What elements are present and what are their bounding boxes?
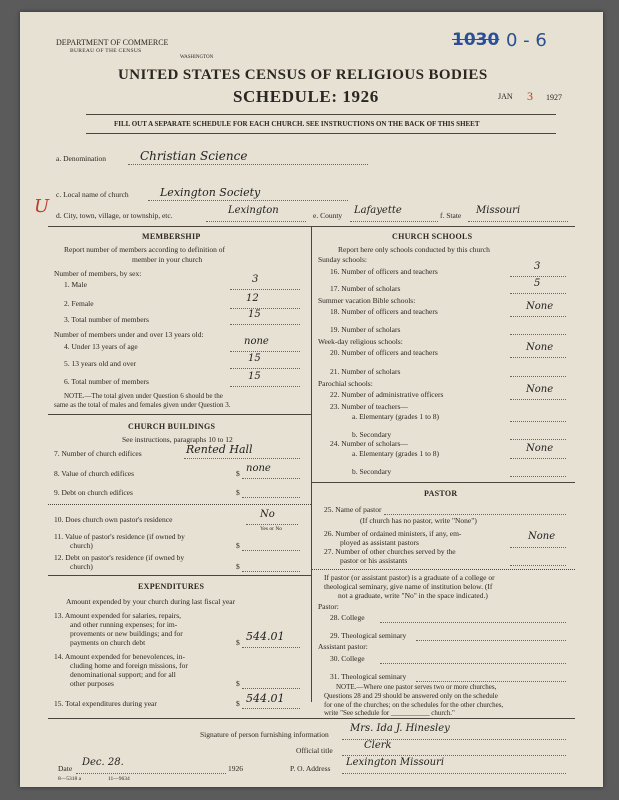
q14-line-d: other purposes [70, 679, 114, 688]
q27-line-b: pastor or his assistants [340, 556, 408, 565]
q15-label: 15. Total expenditures during year [54, 699, 157, 708]
q31-label: 31. Theological seminary [330, 672, 407, 681]
po-address-label: P. O. Address [290, 764, 331, 773]
official-title-value: Clerk [364, 740, 392, 751]
q14-line-a: 14. Amount expended for benevolences, in- [54, 652, 186, 661]
q6-label: 6. Total number of members [64, 377, 149, 386]
assistant-pastor-label: Assistant pastor: [318, 642, 368, 651]
membership-note-2: same as the total of males and females given under Question 3. [54, 401, 231, 409]
q30-label: 30. College [330, 654, 365, 663]
pastor-note-3: for one of the churches; on the schedules for the other churches, [324, 701, 504, 709]
form-title: UNITED STATES CENSUS OF RELIGIOUS BODIES [118, 67, 488, 83]
q24a-label: a. Elementary (grades 1 to 8) [352, 449, 440, 458]
city-value: Lexington [228, 205, 279, 216]
q26-line-b: ployed as assistant pastors [340, 538, 419, 547]
q14-line-b: cluding home and foreign missions, for [70, 661, 188, 670]
schedule-title: SCHEDULE: 1926 [233, 87, 379, 106]
expenditures-intro: Amount expended by your church during last fiscal year [66, 597, 236, 606]
q13-line-d: payments on church debt [70, 638, 146, 647]
q6-value: 15 [248, 371, 261, 382]
q9-label: 9. Debt on church edifices [54, 488, 133, 497]
expenditures-title: EXPENDITURES [138, 582, 205, 591]
schools-title: CHURCH SCHOOLS [392, 232, 473, 241]
q23a-label: a. Elementary (grades 1 to 8) [352, 412, 440, 421]
denomination-value: Christian Science [140, 149, 248, 163]
q22-label: 22. Number of administrative officers [330, 390, 444, 399]
q19-label: 19. Number of scholars [330, 325, 401, 334]
q13-line-a: 13. Amount expended for salaries, repairs, [54, 611, 182, 620]
q7-value: Rented Hall [186, 443, 253, 456]
weekday-schools-label: Week-day religious schools: [318, 337, 403, 346]
local-name-value: Lexington Society [160, 186, 261, 199]
q11-label-a: 11. Value of pastor's residence (if owned by [54, 532, 185, 541]
membership-note-1: NOTE.—The total given under Question 6 should be the [64, 392, 223, 400]
q13-line-b: and other running expenses; for im- [70, 620, 178, 629]
date-label: Date [58, 764, 73, 773]
membership-intro-1: Report number of members according to definition of [64, 245, 225, 254]
date-stamp-day: 3 [527, 89, 533, 103]
q25-label: 25. Name of pastor [324, 505, 382, 514]
pastor-note-2: Questions 28 and 29 should be answered only on the schedule [324, 692, 498, 700]
q27-line-a: 27. Number of other churches served by the [324, 547, 456, 556]
q14-dollar: $ [236, 679, 240, 688]
department-label: DEPARTMENT OF COMMERCE [56, 38, 169, 47]
schools-intro: Report here only schools conducted by this church [338, 245, 490, 254]
sunday-schools-label: Sunday schools: [318, 255, 367, 264]
q12-dollar: $ [236, 562, 240, 571]
q13-dollar: $ [236, 638, 240, 647]
q23b-label: b. Secondary [352, 430, 392, 439]
q12-label-a: 12. Debt on pastor's residence (if owned by [54, 553, 185, 562]
date-stamp-year: 1927 [546, 93, 562, 102]
summer-schools-label: Summer vacation Bible schools: [318, 296, 416, 305]
q7-label: 7. Number of church edifices [54, 449, 142, 458]
county-label: e. County [313, 211, 343, 220]
u-mark: U [34, 196, 50, 217]
q21-label: 21. Number of scholars [330, 367, 401, 376]
q14-line-c: denominational support; and for all [70, 670, 176, 679]
q1-value: 3 [252, 274, 259, 285]
q8-value: none [246, 463, 271, 474]
q8-label: 8. Value of church edifices [54, 469, 135, 478]
stamp-number: 1030 [452, 30, 500, 50]
q25-hint: (If church has no pastor, write "None") [360, 516, 477, 525]
q13-line-c: provements or new buildings; and for [70, 629, 183, 638]
q26-line-a: 26. Number of ordained ministers, if any, em- [324, 529, 462, 538]
q10-value: No [260, 509, 275, 520]
q5-label: 5. 13 years old and over [64, 359, 137, 368]
parochial-schools-label: Parochial schools: [318, 379, 373, 388]
form-code-2: 11—9634 [108, 776, 130, 782]
q2-value: 12 [246, 293, 259, 304]
under-over-label: Number of members under and over 13 years old: [54, 330, 204, 339]
instruction-line: FILL OUT A SEPARATE SCHEDULE FOR EACH CHURCH. SEE INSTRUCTIONS ON THE BACK OF THIS SHEET [114, 120, 480, 128]
city-label: WASHINGTON [180, 55, 214, 60]
denomination-label: a. Denomination [56, 154, 106, 163]
signature-label: Signature of person furnishing information [200, 730, 329, 739]
state-value: Missouri [476, 205, 521, 216]
q22-value: None [526, 384, 554, 395]
q3-label: 3. Total number of members [64, 315, 149, 324]
q18-value: None [526, 301, 554, 312]
q3-value: 15 [248, 309, 261, 320]
bureau-label: BUREAU OF THE CENSUS [70, 48, 142, 54]
pastor-sub-label: Pastor: [318, 602, 339, 611]
graduate-line-2: theological seminary, give name of institution below. (If [324, 582, 493, 591]
q10-hint: Yes or No [260, 526, 283, 532]
date-value: Dec. 28. [82, 757, 124, 768]
q1-label: 1. Male [64, 280, 87, 289]
q24-label: 24. Number of scholars— [330, 439, 408, 448]
q11-dollar: $ [236, 541, 240, 550]
q20-value: None [526, 342, 554, 353]
county-value: Lafayette [354, 205, 402, 216]
graduate-line-1: If pastor (or assistant pastor) is a graduate of a college or [324, 573, 495, 582]
q17-label: 17. Number of scholars [330, 284, 401, 293]
pastor-note-4: write "See schedule for ___________ church." [324, 709, 455, 717]
by-sex-label: Number of members, by sex: [54, 269, 142, 278]
q4-label: 4. Under 13 years of age [64, 342, 138, 351]
membership-title: MEMBERSHIP [142, 232, 201, 241]
signature-value: Mrs. Ida J. Hinesley [350, 723, 450, 734]
buildings-instr: See instructions, paragraphs 10 to 12 [122, 435, 233, 444]
q24b-label: b. Secondary [352, 467, 392, 476]
graduate-line-3: not a graduate, write "No" in the space indicated.) [338, 591, 488, 600]
state-label: f. State [440, 211, 462, 220]
membership-intro-2: member in your church [132, 255, 203, 264]
q9-dollar: $ [236, 488, 240, 497]
date-stamp-month: JAN [498, 92, 513, 101]
q11-label-b: church) [70, 541, 93, 550]
po-address-value: Lexington Missouri [346, 757, 445, 768]
city-field-label: d. City, town, village, or township, etc. [56, 211, 173, 220]
q26-value: None [528, 531, 556, 542]
local-name-label: c. Local name of church [56, 190, 129, 199]
q16-value: 3 [534, 261, 541, 272]
q16-label: 16. Number of officers and teachers [330, 267, 438, 276]
q12-label-b: church) [70, 562, 93, 571]
stamp-suffix: 0 - 6 [506, 30, 547, 51]
q17-value: 5 [534, 278, 541, 289]
buildings-title: CHURCH BUILDINGS [128, 422, 216, 431]
q24a-value: None [526, 443, 554, 454]
q13-value: 544.01 [246, 630, 285, 643]
form-code: 8—5318 a [58, 776, 82, 782]
census-schedule-form [20, 12, 603, 787]
q10-label: 10. Does church own pastor's residence [54, 515, 173, 524]
q28-label: 28. College [330, 613, 365, 622]
q29-label: 29. Theological seminary [330, 631, 407, 640]
pastor-note-1: NOTE.—Where one pastor serves two or more churches, [336, 683, 497, 691]
q20-label: 20. Number of officers and teachers [330, 348, 438, 357]
pastor-title: PASTOR [424, 489, 458, 498]
q23-label: 23. Number of teachers— [330, 402, 408, 411]
q15-dollar: $ [236, 699, 240, 708]
official-title-label: Official title [296, 746, 333, 755]
q15-value: 544.01 [246, 692, 285, 705]
q18-label: 18. Number of officers and teachers [330, 307, 438, 316]
q5-value: 15 [248, 353, 261, 364]
q2-label: 2. Female [64, 299, 94, 308]
q4-value: none [244, 336, 269, 347]
date-year: 1926 [228, 764, 243, 773]
q8-dollar: $ [236, 469, 240, 478]
